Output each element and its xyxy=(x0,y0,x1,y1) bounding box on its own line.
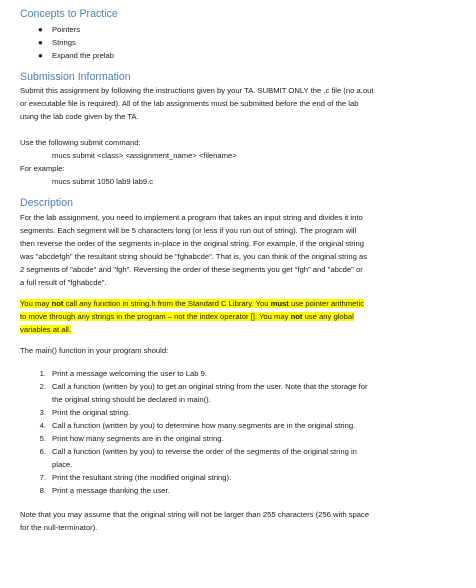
step-text: Call a function (written by you) to get an original string from the user. Note that the storage for xyxy=(52,382,368,391)
step-number: 7. xyxy=(39,473,46,482)
step-number: 5. xyxy=(39,434,46,443)
description-para-line: was "abcdefgh" the resultant string should be "fghabcde". That is, you can think of the original string as xyxy=(20,252,368,261)
description-para-line: For the lab assignment, you need to implement a program that takes an input string and divides it into xyxy=(20,213,363,222)
concept-item: Strings xyxy=(52,38,76,47)
concept-item: Expand the prelab xyxy=(52,51,115,60)
submission-para-line: or executable file is required). All of the lab assignments must be submitted before the end of the lab xyxy=(20,99,359,108)
step-text: Call a function (written by you) to determine how many segments are in the original string. xyxy=(52,421,356,430)
concept-item: Pointers xyxy=(52,25,81,34)
step-number: 2. xyxy=(39,382,46,391)
submit-command: mucs submit <class> <assignment_name> <filename> xyxy=(52,151,237,160)
step-text: place. xyxy=(52,460,73,469)
step-number: 3. xyxy=(39,408,46,417)
step-text: Print a message thanking the user. xyxy=(52,486,170,495)
step-number: 1. xyxy=(39,369,46,378)
step-text: Print how many segments are in the original string. xyxy=(52,434,224,443)
note-line: Note that you may assume that the original string will not be larger than 255 characters (256 with space xyxy=(20,510,370,519)
bullet-icon: ● xyxy=(38,38,43,47)
concepts-heading: Concepts to Practice xyxy=(20,8,118,20)
step-text: the original string should be declared in main(). xyxy=(52,395,211,404)
bullet-icon: ● xyxy=(38,51,43,60)
step-text: Print a message welcoming the user to Lab 9. xyxy=(52,369,208,378)
description-para-line: 2 segments of "abcde" and "fgh". Reversing the order of these segments you get "fgh" and "abcde" or xyxy=(20,265,363,274)
step-number: 4. xyxy=(39,421,46,430)
main-function-intro: The main() function in your program should: xyxy=(20,346,169,355)
submit-command-intro: Use the following submit command: xyxy=(20,138,141,147)
restriction-line: variables at all. xyxy=(20,325,71,334)
submit-example: mucs submit 1050 lab9 lab9.c xyxy=(52,177,154,186)
step-text: Call a function (written by you) to reverse the order of the segments of the original string in xyxy=(52,447,357,456)
step-number: 8. xyxy=(39,486,46,495)
for-example-label: For example: xyxy=(20,164,65,173)
submission-para-line: using the lab code given by the TA. xyxy=(20,112,139,121)
step-text: Print the resultant string (the modified original string). xyxy=(52,473,232,482)
description-para-line: segments. Each segment will be 5 characters long (or less if you run out of string). The program will xyxy=(20,226,357,235)
step-text: Print the original string. xyxy=(52,408,131,417)
description-para-line: a full result of "fghabcde". xyxy=(20,278,107,287)
submission-heading: Submission Information xyxy=(20,71,131,83)
restriction-line: You may not call any function in string.h from the Standard C Library. You must use pointer arithmetic xyxy=(20,299,365,308)
submission-para-line: Submit this assignment by following the instructions given by your TA. SUBMIT ONLY the .c file (no a.out xyxy=(20,86,374,95)
description-para-line: then reverse the order of the segments in-place in the original string. For example, if the original string xyxy=(20,239,365,248)
bullet-icon: ● xyxy=(38,25,43,34)
restriction-line: to move through any strings in the program – not the index operator []. You may not use any global xyxy=(20,312,354,321)
note-line: for the null-terminator). xyxy=(20,523,98,532)
step-number: 6. xyxy=(39,447,46,456)
description-heading: Description xyxy=(20,197,73,209)
